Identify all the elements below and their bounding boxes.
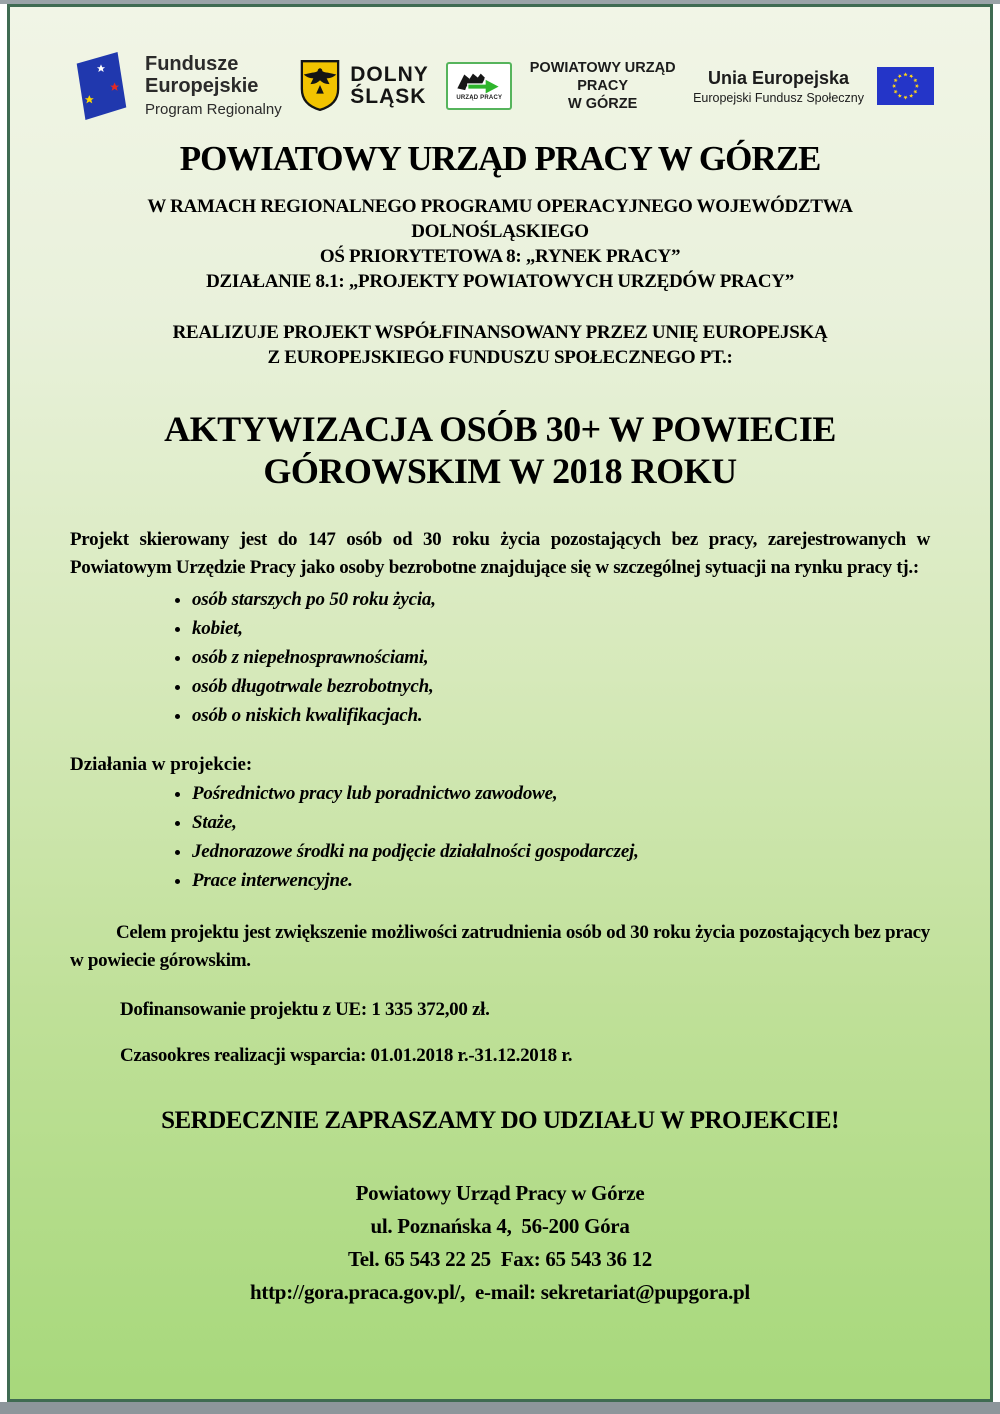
- poster-sheet: [7, 4, 993, 1402]
- dolny-slask-logo: [299, 59, 429, 113]
- goal-paragraph: Celem projektu jest zwiększenie możliwości zatrudnienia osób od 30 roku życia pozostających bez pracy w powiecie górowskim.: [70, 922, 930, 971]
- project-title: AKTYWIZACJA OSÓB 30+ W POWIECIE GÓROWSKIM W 2018 ROKU: [164, 409, 836, 491]
- fundusze-line2: Europejskie: [145, 74, 259, 97]
- fundusze-subtitle: Program Regionalny: [145, 100, 282, 118]
- fundusze-europejskie-flag-icon: [66, 49, 136, 123]
- actions-heading: Działania w projekcie:: [70, 754, 253, 775]
- urzad-pracy-caption: URZĄD PRACY: [456, 95, 503, 101]
- actions-list: [10, 779, 990, 895]
- page-top-edge: [0, 0, 1000, 4]
- urzad-pracy-logo-box: [446, 62, 512, 110]
- page-title: POWIATOWY URZĄD PRACY W GÓRZE: [179, 139, 821, 178]
- program-line: DZIAŁANIE 8.1: „PROJEKTY POWIATOWYCH URZĘDÓW PRACY”: [206, 271, 794, 292]
- period-line: Czasookres realizacji wsparcia: 01.01.2018 r.-31.12.2018 r.: [120, 1045, 573, 1066]
- pup-line3: W GÓRZE: [568, 96, 638, 112]
- footer-line: http://gora.praca.gov.pl/, e-mail: sekretariat@pupgora.pl: [250, 1280, 750, 1304]
- unia-title: Unia Europejska: [708, 67, 850, 88]
- action-item: • Pośrednictwo pracy lub poradnictwo zawodowe,: [192, 779, 990, 808]
- action-item: • Staże,: [192, 808, 990, 837]
- urzad-pracy-logo: [446, 62, 512, 110]
- eu-flag-icon: [877, 67, 934, 105]
- target-group-item: • osób o niskich kwalifikacjach.: [192, 701, 990, 730]
- invitation-line: SERDECZNIE ZAPRASZAMY DO UDZIAŁU W PROJEKCIE!: [161, 1107, 839, 1134]
- unia-subtitle: Europejski Fundusz Społeczny: [693, 90, 864, 105]
- pup-gora-logo-text: [530, 59, 676, 113]
- unia-europejska-text: [693, 68, 864, 105]
- target-group-item: • osób długotrwale bezrobotnych,: [192, 672, 990, 701]
- target-group-item: • osób z niepełnosprawnościami,: [192, 643, 990, 672]
- unia-europejska-logo: [693, 67, 934, 105]
- pup-line2: PRACY: [577, 78, 629, 94]
- program-lines: [10, 194, 990, 294]
- logo-row: [10, 7, 990, 123]
- action-item: • Jednorazowe środki na podjęcie działalności gospodarczej,: [192, 837, 990, 866]
- dolny-slask-line1: DOLNY: [350, 63, 429, 86]
- dolny-slask-coat-of-arms-icon: [299, 59, 341, 113]
- program-line: DOLNOŚLĄSKIEGO: [411, 221, 589, 242]
- action-item: • Prace interwencyjne.: [192, 866, 990, 895]
- target-group-item: • osób starszych po 50 roku życia,: [192, 585, 990, 614]
- dolny-slask-line2: ŚLĄSK: [350, 85, 427, 108]
- cofinance-line: Z EUROPEJSKIEGO FUNDUSZU SPOŁECZNEGO PT.:: [267, 347, 733, 368]
- intro-paragraph: Projekt skierowany jest do 147 osób od 30 roku życia pozostających bez pracy, zarejestrowanych w Powiatowym Urzędzie Pracy jako osoby bezrobotne znajdujące się w szczególnej sytuacji na rynku pracy tj.:: [70, 529, 930, 578]
- target-groups-list: [10, 585, 990, 730]
- footer-line: Powiatowy Urząd Pracy w Górze: [355, 1181, 645, 1205]
- cofinance-lines: [10, 320, 990, 370]
- program-line: W RAMACH REGIONALNEGO PROGRAMU OPERACYJNEGO WOJEWÓDZTWA: [147, 196, 853, 217]
- footer-line: ul. Poznańska 4, 56-200 Góra: [370, 1214, 630, 1238]
- fundusze-europejskie-logo: [66, 49, 282, 123]
- target-group-item: • kobiet,: [192, 614, 990, 643]
- contact-footer: [10, 1177, 990, 1309]
- cofinance-line: REALIZUJE PROJEKT WSPÓŁFINANSOWANY PRZEZ UNIĘ EUROPEJSKĄ: [172, 322, 828, 343]
- footer-line: Tel. 65 543 22 25 Fax: 65 543 36 12: [347, 1247, 652, 1271]
- fundusze-europejskie-text: [145, 53, 282, 120]
- fundusze-line1: Fundusze: [145, 52, 239, 75]
- funding-line: Dofinansowanie projektu z UE: 1 335 372,00 zł.: [120, 999, 490, 1020]
- dolny-slask-text: [350, 64, 429, 108]
- program-line: OŚ PRIORYTETOWA 8: „RYNEK PRACY”: [319, 246, 681, 267]
- page-bottom-edge: [0, 1402, 1000, 1414]
- pup-line1: POWIATOWY URZĄD: [529, 60, 676, 76]
- urzad-pracy-birds-arrow-icon: [453, 71, 505, 97]
